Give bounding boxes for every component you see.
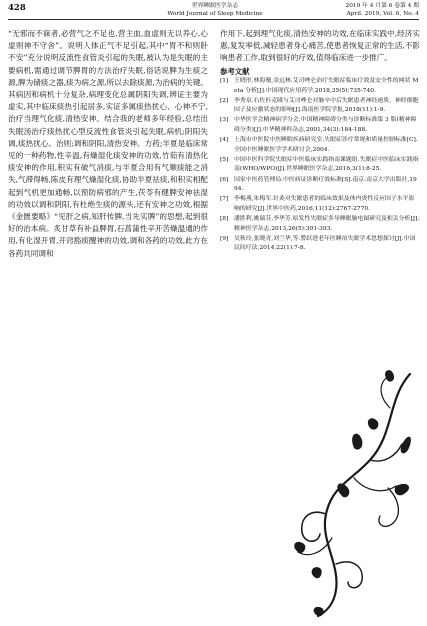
reference-item [220, 116, 420, 135]
reference-item [220, 176, 420, 195]
journal-title-en: World Journal of Sleep Medicine [167, 11, 263, 17]
reference-item [220, 215, 420, 234]
reference-number: [7] [220, 196, 229, 203]
reference-text: 上海市中医院中医睡眠疾病研究室.失眠症诊疗常规和质量控制标准[C].全国中医睡眠医学学术研讨会,2004. [234, 137, 418, 153]
conclusion-paragraph: 作用下,起到理气化痰,清热安神的功效,在临床实践中,经济实惠,复发率低,减轻患者身心痛苦,使患者恢复正常的生活,不影响患者工作,取到很好的疗效,值得临床进一步推广。 [220, 29, 420, 63]
floral-ornament-icon [292, 368, 416, 618]
reference-item [220, 156, 420, 175]
left-column [8, 28, 208, 260]
reference-number: [1] [220, 78, 229, 85]
issue-info-en: April. 2019, Vol. 6, No. 4 [346, 11, 419, 17]
reference-item [220, 97, 420, 116]
reference-text: 李梅燕,朱梅军.针灸对失眠患者的临床效果及体内炎性反应因子水平影响的研究[J].世界中医药,2016,11(12):2767-2770. [234, 196, 415, 212]
reference-item [220, 235, 420, 254]
reference-text: 王晓形,林海珊,金远林.艾司唑仑治疗失眠症临床疗效及安全性的网状 Meta 分析[J].中国现代应用药学,2018,35(5):735-740. [234, 78, 419, 94]
journal-title-cn: 世界睡眠医学杂志 [191, 3, 239, 9]
issue-info-cn: 2019 年 4 月第 6 卷第 4 期 [345, 3, 419, 9]
reference-item [220, 195, 420, 214]
reference-text: 李秀泉.右佐匹克隆与艾司唑仑对脑卒中后失眠患者神经递质、神经细胞因子及应激状态的影响[J].海南医学院学报,2018(11):1-9. [234, 97, 419, 114]
page-number: 428 [8, 3, 26, 13]
reference-text: 国家中医药管理局.中医病证诊断疗效标准[S].南京:南京大学出版社,1994. [234, 176, 417, 193]
reference-number: [3] [220, 117, 229, 124]
reference-number: [2] [220, 97, 229, 104]
reference-list [220, 77, 420, 254]
reference-text: 吴秋玲,张晓青,刘兰华,等.警跃进老年医睡治失眠学术思想探讨[J].中国民间疗法,2014,22(1):7-8. [234, 235, 416, 252]
reference-text: 潘胜利,姚瑞芬,李华芳.原发性失眠症多导睡眠脑电图研究及相关分析[J].精神医学杂志,2013,26(5):391-393. [234, 215, 420, 232]
body-paragraph: “无邪而不寐者,必营气之不足也,营主血,血虚则无以养心,心虚则神不守舍”。说明人体正气不足引起,其中“胃不和则卧不安”充分说明反流性食管炎引起的失眠,被认为是失眠的主要病机,需通过调节脾胃的方法治疗失眠,俗话说脾为生痰之源,脾为储痰之器,痰为病之源,所以去除痰源,为治病的关键。其病因和病机十分复杂,病理变化总属阴阳失调,辨证主要为虚实,其中临床痰热引起居多,实证多属痰热扰心、心神不宁,治疗当理气化痰,清热安神。结合我的老师多年经验,总结出失眠汤治疗痰热扰心型反流性食管炎引起失眠,病机;阴阳失调,痰热扰心。治则;调和阴阳,清热安神。方药;半夏是临床常见的一种药物,性辛温,有燥湿化痰安神的功效,竹茹有清热化痰安神的作用,积实有破气消痰,与半夏合用有气顺痰能之消失,气滞得畅,陈皮有理气燥湿化痰,协助半夏祛痰,和积实相配起到气机更加通畅,以预防病邪的产生,茯苓有健脾安神祛湿的功效以调和阴阳,有杜绝生痰的源头,还有安神之功效,根据《金匮要略》“见肝之病,知肝传脾,当先实脾”的思想,起到很好的治本病。炙甘草有补益脾胃,石菖蒲性辛开苦燥温通的作用,有化湿开胃,开窍豁痰醒神的功效,调和各药的功效,此方在各药共同调和 [8, 29, 208, 258]
reference-number: [4] [220, 137, 229, 144]
reference-number: [8] [220, 215, 229, 222]
reference-text: 中华医学会精神病学分会.中国精神障碍分类与诊断标准第 3 版(精神障碍分类)[J].中华精神科杂志,2001,34(3):184-188. [234, 117, 417, 134]
reference-item [220, 77, 420, 96]
right-column [220, 28, 420, 254]
header-rule [8, 19, 419, 20]
reference-number: [9] [220, 235, 229, 242]
page-header [0, 0, 427, 22]
reference-number: [5] [220, 156, 229, 163]
issue-info [299, 2, 419, 18]
reference-item [220, 136, 420, 155]
references-heading: 参考文献 [220, 66, 250, 76]
journal-title [150, 2, 280, 18]
reference-text: 中国中医科学院失眠症中医临床实践指南课题组.失眠症中医临床实践指南(WHO/WPO)[J].世界睡眠医学杂志,2016,3(1):8-25. [234, 156, 419, 173]
reference-number: [6] [220, 176, 229, 183]
